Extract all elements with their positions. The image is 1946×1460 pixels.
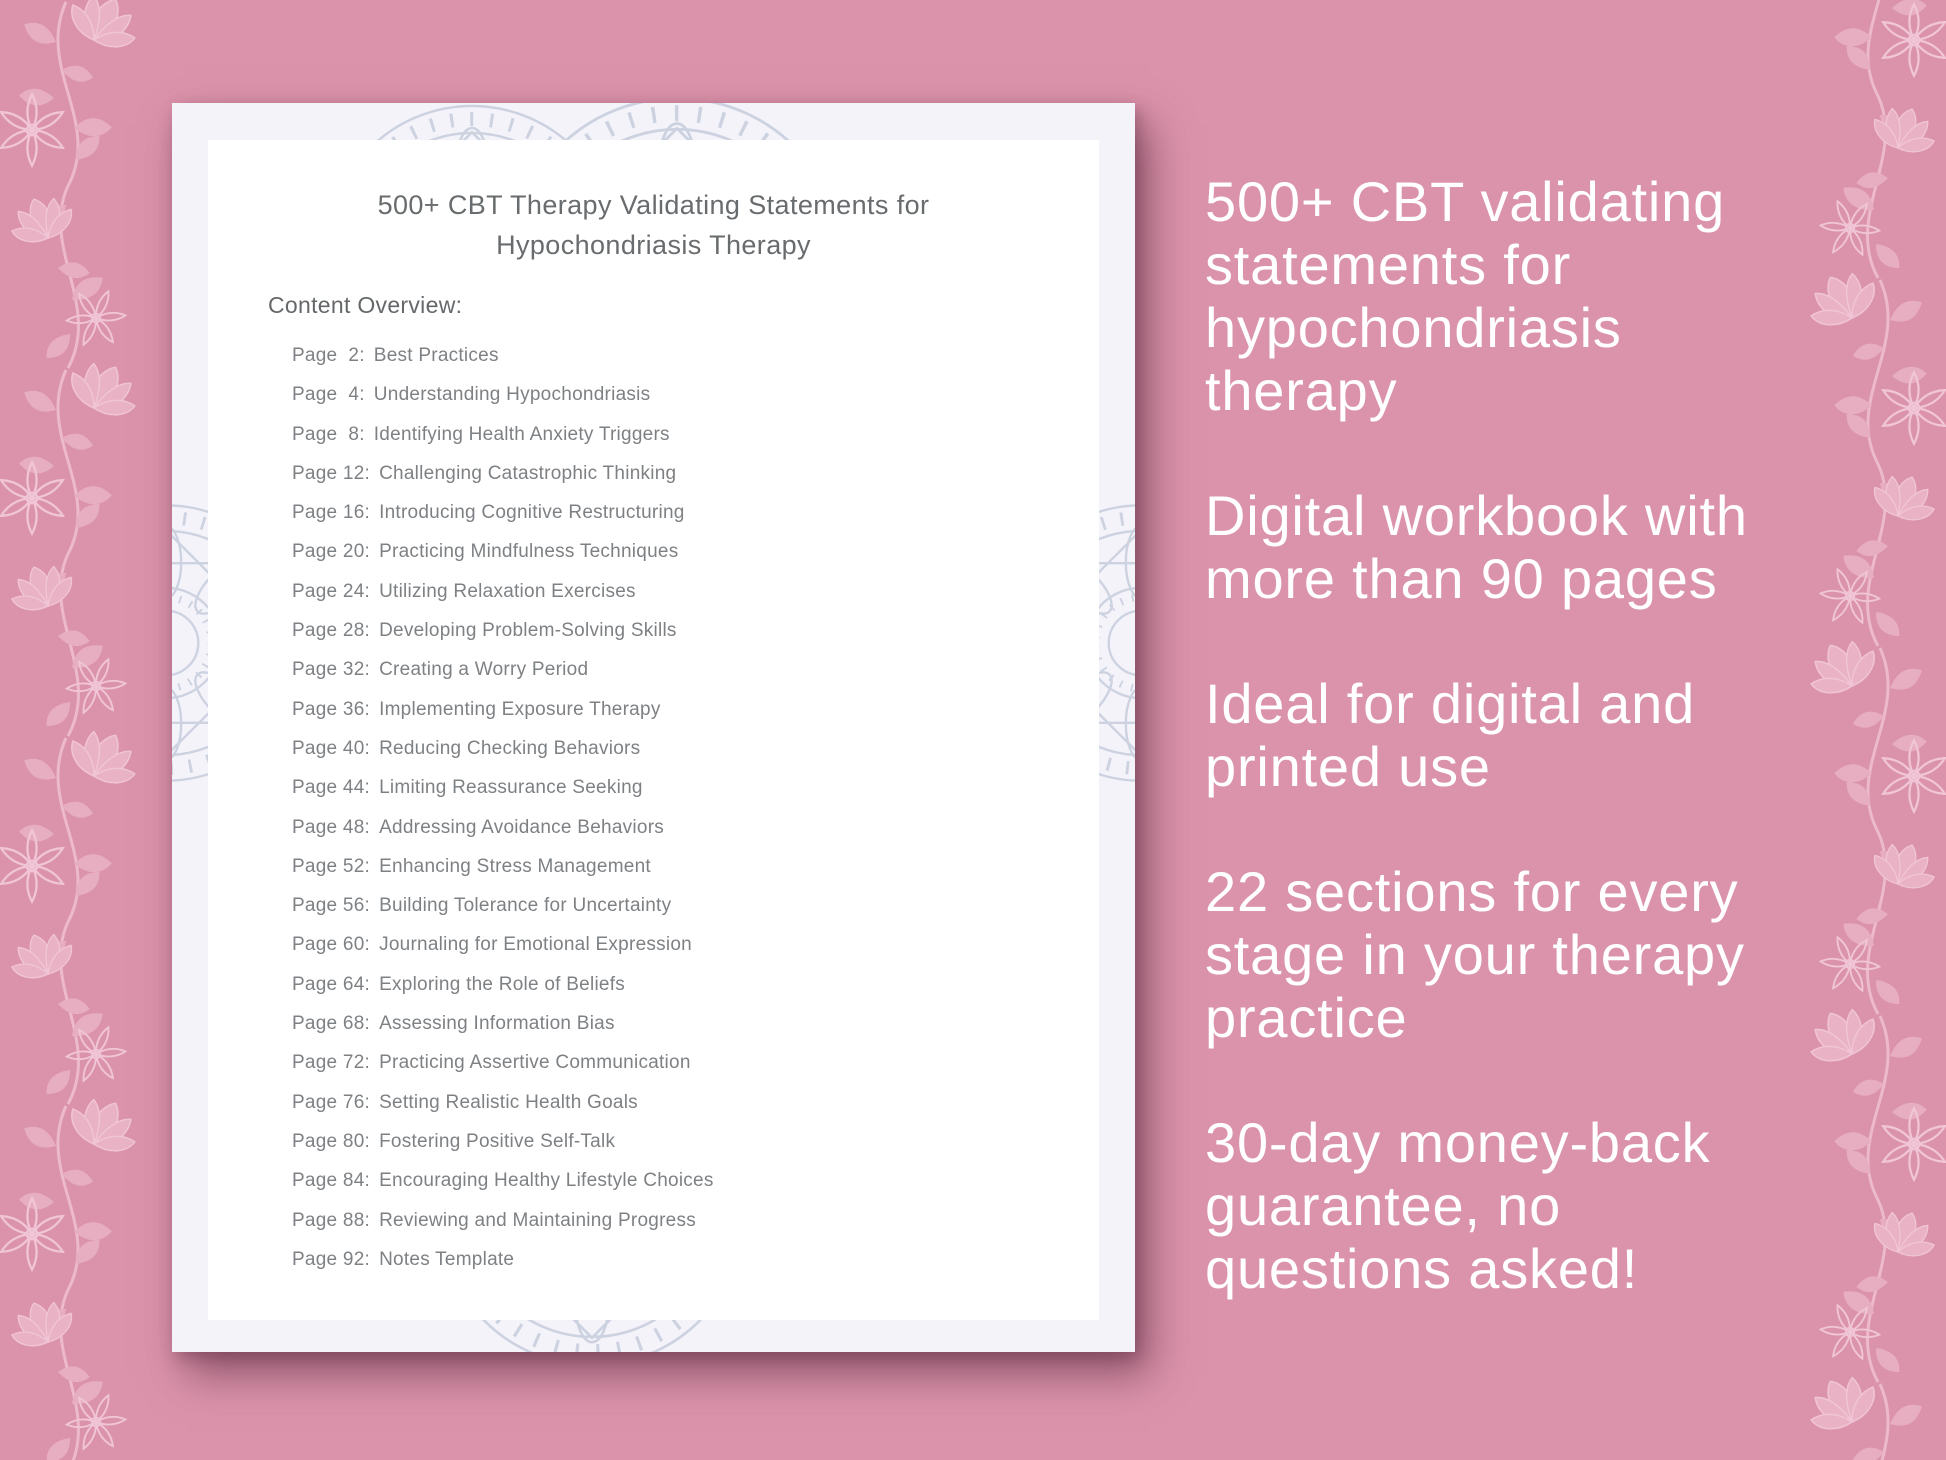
toc-page-label: Page 24: xyxy=(292,580,371,602)
toc-list xyxy=(292,336,1079,1279)
feature-text-line: printed use xyxy=(1205,735,1491,798)
toc-page-label: Page 76: xyxy=(292,1091,371,1113)
toc-row xyxy=(292,415,1079,454)
marketing-feature-panel xyxy=(1205,170,1925,1362)
toc-item-title: Encouraging Healthy Lifestyle Choices xyxy=(379,1170,714,1192)
document-title xyxy=(208,185,1099,265)
toc-item-title: Practicing Mindfulness Techniques xyxy=(379,541,679,563)
toc-item-title: Addressing Avoidance Behaviors xyxy=(379,816,665,838)
toc-row xyxy=(292,925,1079,964)
toc-page-label: Page 32: xyxy=(292,659,371,681)
toc-item-title: Notes Template xyxy=(379,1248,515,1270)
toc-page-label: Page 16: xyxy=(292,502,371,524)
workbook-preview-page xyxy=(172,103,1135,1352)
toc-row xyxy=(292,1240,1079,1279)
toc-row xyxy=(292,650,1079,689)
toc-row xyxy=(292,1201,1079,1240)
toc-item-title: Developing Problem-Solving Skills xyxy=(379,620,677,642)
toc-item-title: Understanding Hypochondriasis xyxy=(373,384,651,406)
feature-text-line: practice xyxy=(1205,986,1408,1049)
toc-row xyxy=(292,1043,1079,1082)
toc-row xyxy=(292,690,1079,729)
document-title-line1: 500+ CBT Therapy Validating Statements for xyxy=(377,190,930,220)
toc-item-title: Identifying Health Anxiety Triggers xyxy=(373,423,670,445)
feature-block xyxy=(1205,484,1925,610)
toc-page-label: Page 80: xyxy=(292,1130,371,1152)
toc-row xyxy=(292,1161,1079,1200)
toc-row xyxy=(292,886,1079,925)
toc-page-label: Page 88: xyxy=(292,1209,371,1231)
toc-item-title: Best Practices xyxy=(373,345,499,366)
toc-page-label: Page 52: xyxy=(292,855,371,877)
toc-page-label: Page 8: xyxy=(292,423,365,445)
toc-page-label: Page 36: xyxy=(292,698,371,720)
toc-page-label: Page 68: xyxy=(292,1013,371,1035)
toc-page-label: Page 48: xyxy=(292,816,371,838)
feature-block xyxy=(1205,860,1925,1049)
toc-item-title: Utilizing Relaxation Exercises xyxy=(379,580,636,602)
toc-row xyxy=(292,808,1079,847)
toc-row xyxy=(292,611,1079,650)
toc-row xyxy=(292,1004,1079,1043)
toc-page-label: Page 12: xyxy=(292,462,371,484)
feature-block xyxy=(1205,170,1925,422)
feature-text-line: stage in your therapy xyxy=(1205,923,1745,986)
toc-item-title: Limiting Reassurance Seeking xyxy=(379,777,643,799)
toc-row xyxy=(292,729,1079,768)
toc-item-title: Reviewing and Maintaining Progress xyxy=(379,1209,696,1231)
toc-item-title: Introducing Cognitive Restructuring xyxy=(379,502,685,524)
toc-item-title: Enhancing Stress Management xyxy=(379,855,651,877)
toc-item-title: Journaling for Emotional Expression xyxy=(379,934,692,956)
toc-page-label: Page 92: xyxy=(292,1248,371,1270)
toc-page-label: Page 4: xyxy=(292,384,365,406)
toc-row xyxy=(292,572,1079,611)
toc-page-label: Page 40: xyxy=(292,737,371,759)
toc-row xyxy=(292,847,1079,886)
toc-row xyxy=(292,532,1079,571)
toc-item-title: Assessing Information Bias xyxy=(379,1013,615,1035)
feature-block xyxy=(1205,1111,1925,1300)
toc-page-label: Page 60: xyxy=(292,934,371,956)
feature-text-line: more than 90 pages xyxy=(1205,547,1718,610)
feature-text-line: guarantee, no xyxy=(1205,1174,1562,1237)
toc-row xyxy=(292,1122,1079,1161)
feature-text-line: Ideal for digital and xyxy=(1205,672,1696,735)
toc-row xyxy=(292,454,1079,493)
feature-text-line: statements for xyxy=(1205,233,1572,296)
toc-row xyxy=(292,1083,1079,1122)
toc-page-label: Page 72: xyxy=(292,1052,371,1074)
toc-page-label: Page 2: xyxy=(292,345,365,366)
toc-item-title: Challenging Catastrophic Thinking xyxy=(379,462,677,484)
feature-text-line: questions asked! xyxy=(1205,1237,1639,1300)
toc-item-title: Implementing Exposure Therapy xyxy=(379,698,661,720)
feature-text-line: 22 sections for every xyxy=(1205,860,1739,923)
toc-item-title: Exploring the Role of Beliefs xyxy=(379,973,626,995)
feature-text-line: therapy xyxy=(1205,359,1398,422)
feature-text-line: Digital workbook with xyxy=(1205,484,1748,547)
toc-item-title: Setting Realistic Health Goals xyxy=(379,1091,638,1113)
toc-item-title: Fostering Positive Self-Talk xyxy=(379,1130,616,1152)
content-overview-label: Content Overview: xyxy=(268,292,463,318)
feature-text-line: hypochondriasis xyxy=(1205,296,1622,359)
floral-border-left xyxy=(0,0,144,1460)
toc-item-title: Reducing Checking Behaviors xyxy=(379,737,641,759)
feature-text-line: 500+ CBT validating xyxy=(1205,170,1726,233)
toc-page-label: Page 64: xyxy=(292,973,371,995)
document-title-line2: Hypochondriasis Therapy xyxy=(496,230,811,260)
toc-page-label: Page 84: xyxy=(292,1170,371,1192)
toc-row xyxy=(292,768,1079,807)
toc-page-label: Page 28: xyxy=(292,620,371,642)
toc-page-label: Page 56: xyxy=(292,895,371,917)
toc-page-label: Page 20: xyxy=(292,541,371,563)
toc-item-title: Practicing Assertive Communication xyxy=(379,1052,691,1074)
toc-page-label: Page 44: xyxy=(292,777,371,799)
toc-row xyxy=(292,375,1079,414)
document-content-area xyxy=(208,140,1099,1320)
toc-row xyxy=(292,493,1079,532)
toc-item-title: Creating a Worry Period xyxy=(379,659,589,681)
toc-row xyxy=(292,965,1079,1004)
toc-row xyxy=(292,336,1079,375)
toc-item-title: Building Tolerance for Uncertainty xyxy=(379,895,672,917)
feature-text-line: 30-day money-back xyxy=(1205,1111,1711,1174)
feature-block xyxy=(1205,672,1925,798)
